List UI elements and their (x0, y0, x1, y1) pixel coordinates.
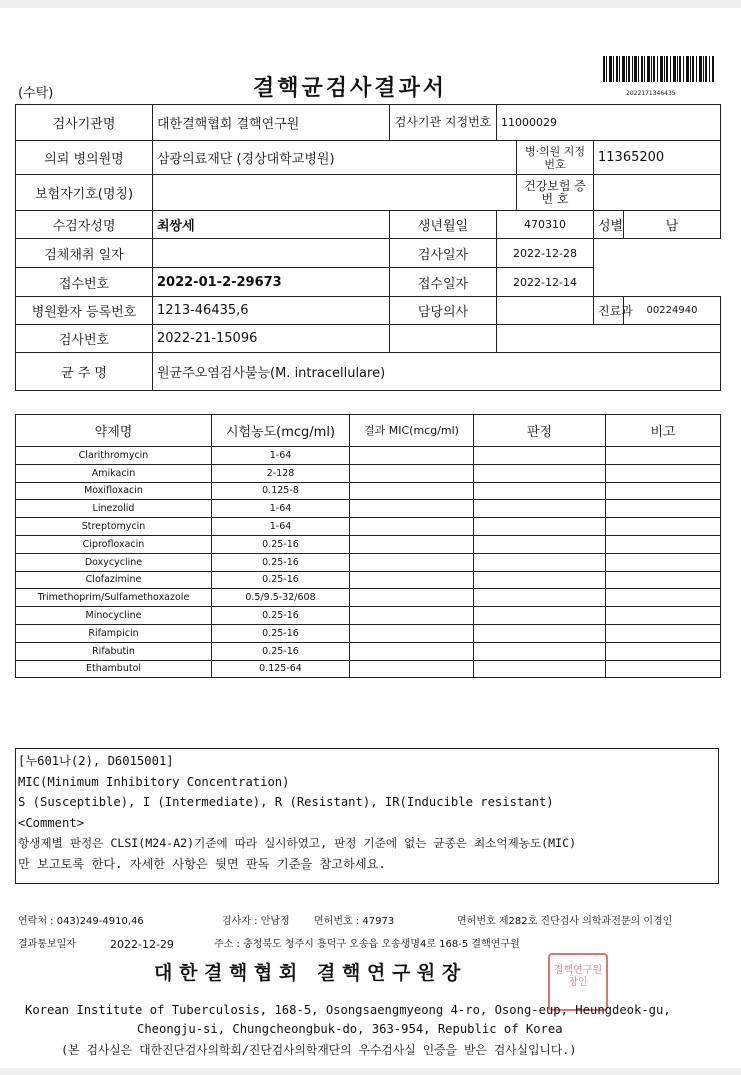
table-row (16, 589, 721, 607)
header-concentration: 시험농도(mcg/ml) (212, 415, 350, 447)
table-row (16, 642, 721, 660)
comment-line: 만 보고토록 한다. 자세한 사항은 뒷면 판독 기준을 참고하세요. (18, 856, 386, 871)
header-interpretation: 판정 (474, 415, 606, 447)
comment-box (15, 748, 719, 884)
comment-line: [누601나(2), D6015001] (18, 754, 174, 768)
drug-range: 1-64 (212, 447, 350, 465)
table-row (16, 464, 721, 482)
table-row (16, 482, 721, 500)
org-label: 검사기관명 (16, 105, 153, 141)
report-date-label: 결과통보일자 (18, 939, 76, 950)
institute-director: 대 한 결 핵 협 회 결 핵 연 구 원 장 (154, 962, 461, 984)
test-date-value: 2022-12-28 (497, 239, 594, 268)
drug-name: Clarithromycin (16, 447, 212, 465)
reg-no-label: 병원환자 등록번호 (16, 297, 153, 325)
receipt-date-label: 접수일자 (390, 268, 497, 297)
drug-name: Streptomycin (16, 518, 212, 536)
drug-name: Clofazimine (16, 571, 212, 589)
drug-name: Ethambutol (16, 660, 212, 678)
strain-value: 원균주오염검사불능(M. intracellulare) (153, 353, 721, 391)
header-mic: 결과 MIC(mcg/ml) (350, 415, 474, 447)
drug-name: Minocycline (16, 607, 212, 625)
report-title: 결핵균검사결과서 (253, 76, 448, 101)
license-info: 면허번호 : 47973 (314, 916, 395, 927)
patient-label: 수검자성명 (16, 211, 153, 239)
insurance-label: 보험자기호(명칭) (16, 175, 153, 211)
drug-name: Linezolid (16, 500, 212, 518)
hospital-label: 의뢰 병의원명 (16, 141, 153, 175)
test-date-label: 검사일자 (390, 239, 497, 268)
drug-range: 0.25-16 (212, 535, 350, 553)
table-row (16, 624, 721, 642)
hospital-value: 삼광의료재단 (경상대학교병원) (153, 141, 517, 175)
drug-range: 0.125-8 (212, 482, 350, 500)
report-date: 2022-12-29 (110, 938, 174, 951)
hospital-code-label: 병·의원 지정번호 (517, 141, 594, 175)
address: 주소 : 충청북도 청주시 흥덕구 오송읍 오송생명4로 168-5 결핵연구원 (214, 939, 520, 950)
reg-no-value: 1213-46435,6 (153, 297, 390, 325)
drug-range: 0.5/9.5-32/608 (212, 589, 350, 607)
drug-name: Amikacin (16, 464, 212, 482)
doctor-value (497, 297, 594, 325)
dept-label: 진료과 (594, 297, 624, 325)
drug-range: 0.25-16 (212, 607, 350, 625)
org-code-value: 11000029 (497, 105, 721, 141)
insurance-value (153, 175, 517, 211)
drug-name: Doxycycline (16, 553, 212, 571)
drug-range: 0.25-16 (212, 571, 350, 589)
drug-range: 0.125-64 (212, 660, 350, 678)
receipt-no-label: 접수번호 (16, 268, 153, 297)
collect-value (153, 239, 390, 268)
consignment-tag: (수탁) (18, 86, 54, 101)
drug-range: 0.25-16 (212, 624, 350, 642)
table-row (16, 571, 721, 589)
strain-label: 균 주 명 (16, 353, 153, 391)
test-no-value: 2022-21-15096 (153, 325, 390, 353)
table-row (16, 660, 721, 678)
drug-name: Trimethoprim/Sulfamethoxazole (16, 589, 212, 607)
doctor-label: 담당의사 (390, 297, 497, 325)
sex-value: 남 (624, 211, 721, 239)
institute-address-en-1: Korean Institute of Tuberculosis, 168-5, Osongsaengmyeong 4-ro, Osong-eup, Heungdeok-gu, (25, 1003, 671, 1017)
comment-line: <Comment> (18, 815, 85, 830)
table-row (16, 518, 721, 536)
drug-range: 2-128 (212, 464, 350, 482)
report-page (0, 8, 741, 1068)
table-row (16, 535, 721, 553)
test-no-label: 검사번호 (16, 325, 153, 353)
receipt-date-value: 2022-12-14 (497, 268, 594, 297)
official-seal: 결핵연구원장인 (548, 953, 608, 1011)
table-row (16, 607, 721, 625)
drug-range: 0.25-16 (212, 553, 350, 571)
collect-label: 검체채취 일자 (16, 239, 153, 268)
barcode (603, 56, 715, 90)
info-table (15, 104, 721, 391)
birth-label: 생년월일 (390, 211, 497, 239)
drug-range: 0.25-16 (212, 642, 350, 660)
table-row (16, 553, 721, 571)
drug-range: 1-64 (212, 518, 350, 536)
comment-line: MIC(Minimum Inhibitory Concentration) (18, 774, 290, 789)
receipt-no-value: 2022-01-2-29673 (153, 268, 390, 297)
table-row (16, 500, 721, 518)
drug-table (15, 414, 721, 678)
header-remark: 비고 (606, 415, 721, 447)
drug-name: Ciprofloxacin (16, 535, 212, 553)
table-row (16, 447, 721, 465)
drug-name: Rifabutin (16, 642, 212, 660)
health-value (594, 175, 721, 211)
drug-name: Rifampicin (16, 624, 212, 642)
sex-label: 성별 (594, 211, 624, 239)
org-value: 대한결핵협회 결핵연구원 (153, 105, 390, 141)
health-label: 건강보험 증 번 호 (517, 175, 594, 211)
specialist-license: 면허번호 제282호 진단검사 의학과전문의 이경인 (457, 916, 673, 927)
comment-line: 항생제별 판정은 CLSI(M24-A2)기준에 따라 실시하였고, 판정 기준에 없는 균종은 최소억제농도(MIC) (18, 836, 577, 850)
institute-address-en-2: Cheongju-si, Chungcheongbuk-do, 363-954, Republic of Korea (137, 1022, 563, 1036)
hospital-code-value: 11365200 (594, 141, 721, 175)
certification-note: (본 검사실은 대한진단검사의학회/진단검사의학재단의 우수검사실 인증을 받은 검사실입니다.) (61, 1043, 577, 1057)
header-drug: 약제명 (16, 415, 212, 447)
contact-info: 연락처 : 043)249-4910,46 (18, 916, 144, 927)
patient-value: 최쌍세 (153, 211, 390, 239)
birth-value: 470310 (497, 211, 594, 239)
barcode-number: 2022171346435 (626, 90, 676, 97)
dept-value: 00224940 (624, 297, 721, 325)
drug-name: Moxifloxacin (16, 482, 212, 500)
comment-line: S (Susceptible), I (Intermediate), R (Resistant), IR(Inducible resistant) (18, 795, 554, 809)
inspector-info: 검사자 : 안남정 (222, 916, 290, 927)
drug-range: 1-64 (212, 500, 350, 518)
org-code-label: 검사기관 지정번호 (390, 105, 497, 141)
